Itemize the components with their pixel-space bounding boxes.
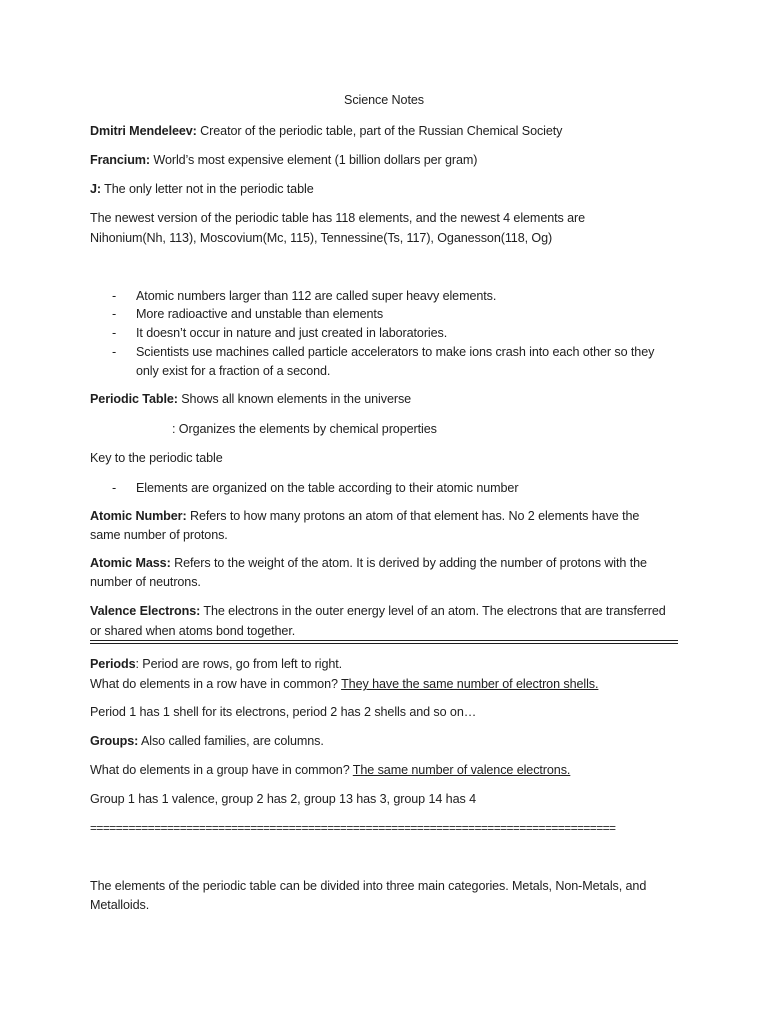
- atomic-number-term: Atomic Number:: [90, 509, 187, 523]
- periodic-table-entry-2: [90, 420, 680, 439]
- periodic-table-definition-2: : Organizes the elements by chemical properties: [172, 422, 437, 436]
- groups-answer: The same number of valence electrons.: [352, 763, 571, 777]
- categories-paragraph: [90, 877, 680, 915]
- bullet-text: Scientists use machines called particle accelerators to make ions crash into each other so they: [136, 345, 655, 359]
- atomic-mass-definition-continued: number of neutrons.: [90, 575, 201, 589]
- categories-line-2: Metalloids.: [90, 898, 150, 912]
- bullet-dash: -: [112, 481, 117, 495]
- periods-definition: : Period are rows, go from left to right.: [135, 657, 343, 671]
- atomic-number-definition: Refers to how many protons an atom of that element has. No 2 elements have the: [186, 509, 640, 523]
- j-entry: [90, 180, 680, 199]
- bullet-text: Atomic numbers larger than 112 are called super heavy elements.: [136, 289, 497, 303]
- periodic-table-term: Periodic Table:: [90, 392, 178, 406]
- periods-question: What do elements in a row have in common?: [90, 677, 342, 691]
- periodic-table-entry: [90, 390, 680, 409]
- newest-line-1: The newest version of the periodic table has 118 elements, and the newest 4 elements are: [90, 211, 586, 225]
- francium-entry: [90, 151, 680, 170]
- atomic-number-entry: [90, 507, 680, 545]
- valence-term: Valence Electrons:: [90, 604, 201, 618]
- mendeleev-term: Dmitri Mendeleev:: [90, 124, 197, 138]
- periods-term: Periods: [90, 657, 136, 671]
- groups-question: What do elements in a group have in common?: [90, 763, 353, 777]
- groups-definition: Also called families, are columns.: [138, 734, 324, 748]
- atomic-mass-definition: Refers to the weight of the atom. It is derived by adding the number of protons with the: [170, 556, 647, 570]
- francium-term: Francium:: [90, 153, 150, 167]
- bullet-text-block: [136, 343, 682, 380]
- mendeleev-definition: Creator of the periodic table, part of the Russian Chemical Society: [196, 124, 563, 138]
- bullet-dash: -: [112, 307, 117, 321]
- period-shells-text: Period 1 has 1 shell for its electrons, period 2 has 2 shells and so on…: [90, 705, 477, 719]
- atomic-mass-term: Atomic Mass:: [90, 556, 171, 570]
- valence-entry: [90, 602, 680, 641]
- atomic-mass-entry: [90, 554, 680, 592]
- atomic-number-definition-continued: same number of protons.: [90, 528, 228, 542]
- bullet-dash: -: [112, 289, 117, 303]
- bullet-dash: -: [112, 345, 117, 359]
- separator-line: ==================================================================================: [90, 821, 616, 835]
- j-definition: The only letter not in the periodic table: [101, 182, 314, 196]
- bullet-text: Elements are organized on the table according to their atomic number: [136, 481, 519, 495]
- newest-elements-paragraph: [90, 209, 680, 248]
- divider-line: [90, 640, 678, 641]
- divider-line: [90, 643, 678, 644]
- mendeleev-entry: [90, 122, 680, 141]
- groups-question-line: [90, 761, 680, 780]
- groups-term: Groups:: [90, 734, 139, 748]
- page-title: Science Notes: [344, 93, 424, 107]
- valence-definition: The electrons in the outer energy level of an atom. The electrons that are transferred: [200, 604, 666, 618]
- newest-line-2: Nihonium(Nh, 113), Moscovium(Mc, 115), Tennessine(Ts, 117), Oganesson(118, Og): [90, 231, 553, 245]
- bullet-text-continued: only exist for a fraction of a second.: [136, 363, 331, 378]
- categories-line-1: The elements of the periodic table can be divided into three main categories. Metals, Non-Metals, and: [90, 879, 647, 893]
- bullet-text: It doesn’t occur in nature and just created in laboratories.: [136, 326, 448, 340]
- group-valence-text: Group 1 has 1 valence, group 2 has 2, group 13 has 3, group 14 has 4: [90, 792, 476, 806]
- periods-entry: [90, 655, 680, 694]
- list-item: [112, 343, 682, 383]
- groups-entry: [90, 732, 680, 751]
- bullet-dash: -: [112, 326, 117, 340]
- bullet-text: More radioactive and unstable than elements: [136, 307, 384, 321]
- periods-answer: They have the same number of electron shells.: [341, 677, 599, 691]
- valence-definition-continued: or shared when atoms bond together.: [90, 624, 296, 638]
- francium-definition: World’s most expensive element (1 billion dollars per gram): [149, 153, 478, 167]
- key-heading: Key to the periodic table: [90, 451, 223, 465]
- j-term: J:: [90, 182, 101, 196]
- periodic-table-definition: Shows all known elements in the universe: [177, 392, 412, 406]
